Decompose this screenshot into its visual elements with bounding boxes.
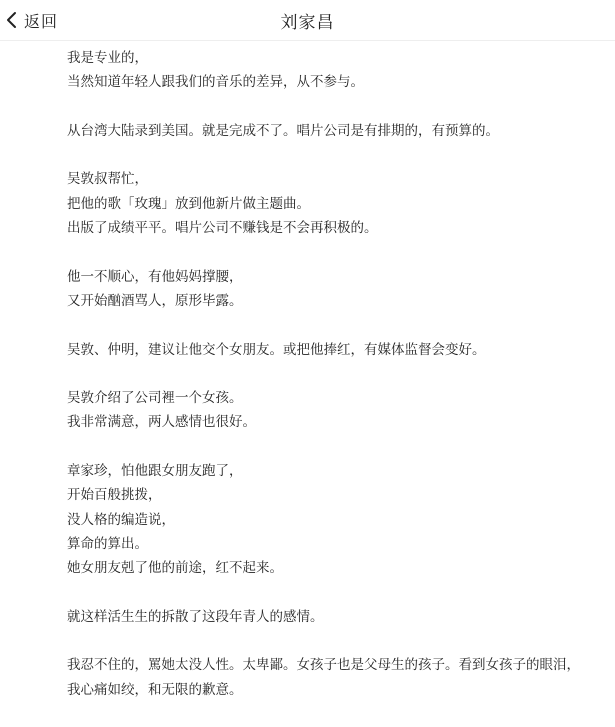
paragraph: [67, 119, 612, 143]
text-line: 我非常满意，两人感情也很好。: [67, 414, 256, 431]
text-line: 我心痛如绞，和无限的歉意。: [67, 681, 243, 698]
page-title: 刘家昌: [280, 13, 335, 33]
paragraph: [67, 459, 612, 580]
text-line: 当然知道年轻人跟我们的音乐的差异，从不参与。: [67, 74, 364, 91]
back-label: 返回: [24, 11, 59, 31]
text-line: 没人格的编造说，: [67, 511, 175, 528]
text-line: 吴敦介绍了公司裡一个女孩。: [67, 390, 243, 407]
text-line: 我是专业的，: [67, 50, 148, 66]
text-line: 算命的算出。: [67, 535, 148, 552]
text-line: 她女朋友剋了他的前途，红不起来。: [67, 560, 283, 577]
nav-bar: [0, 0, 615, 41]
text-line: 从台湾大陆录到美国。就是完成不了。唱片公司是有排期的，有预算的。: [67, 122, 499, 139]
text-line: 章家珍，怕他跟女朋友跑了，: [67, 463, 243, 480]
text-line: 把他的歌「玫瑰」放到他新片做主题曲。: [67, 195, 310, 212]
text-line: 他一不顺心，有他妈妈撑腰，: [67, 268, 243, 285]
text-line: 又开始酗酒骂人，原形毕露。: [67, 292, 243, 309]
paragraph: [67, 605, 612, 629]
article-body: [67, 46, 612, 702]
paragraph: [67, 653, 612, 702]
text-line: 出版了成绩平平。唱片公司不赚钱是不会再积极的。: [67, 220, 378, 237]
paragraph: [67, 386, 612, 435]
text-line: 吴敦叔帮忙，: [67, 171, 148, 188]
text-line: 就这样活生生的拆散了这段年青人的感情。: [67, 608, 324, 625]
paragraph: [67, 338, 612, 362]
paragraph: [67, 167, 612, 240]
paragraph: [67, 265, 612, 314]
text-line: 吴敦、仲明，建议让他交个女朋友。或把他捧红，有媒体监督会变好。: [67, 341, 486, 358]
text-line: 我忍不住的，罵她太没人性。太卑鄙。女孩子也是父母生的孩子。看到女孩子的眼泪，: [67, 657, 580, 674]
text-line: 开始百般挑拨，: [67, 487, 162, 504]
paragraph: [67, 46, 612, 95]
